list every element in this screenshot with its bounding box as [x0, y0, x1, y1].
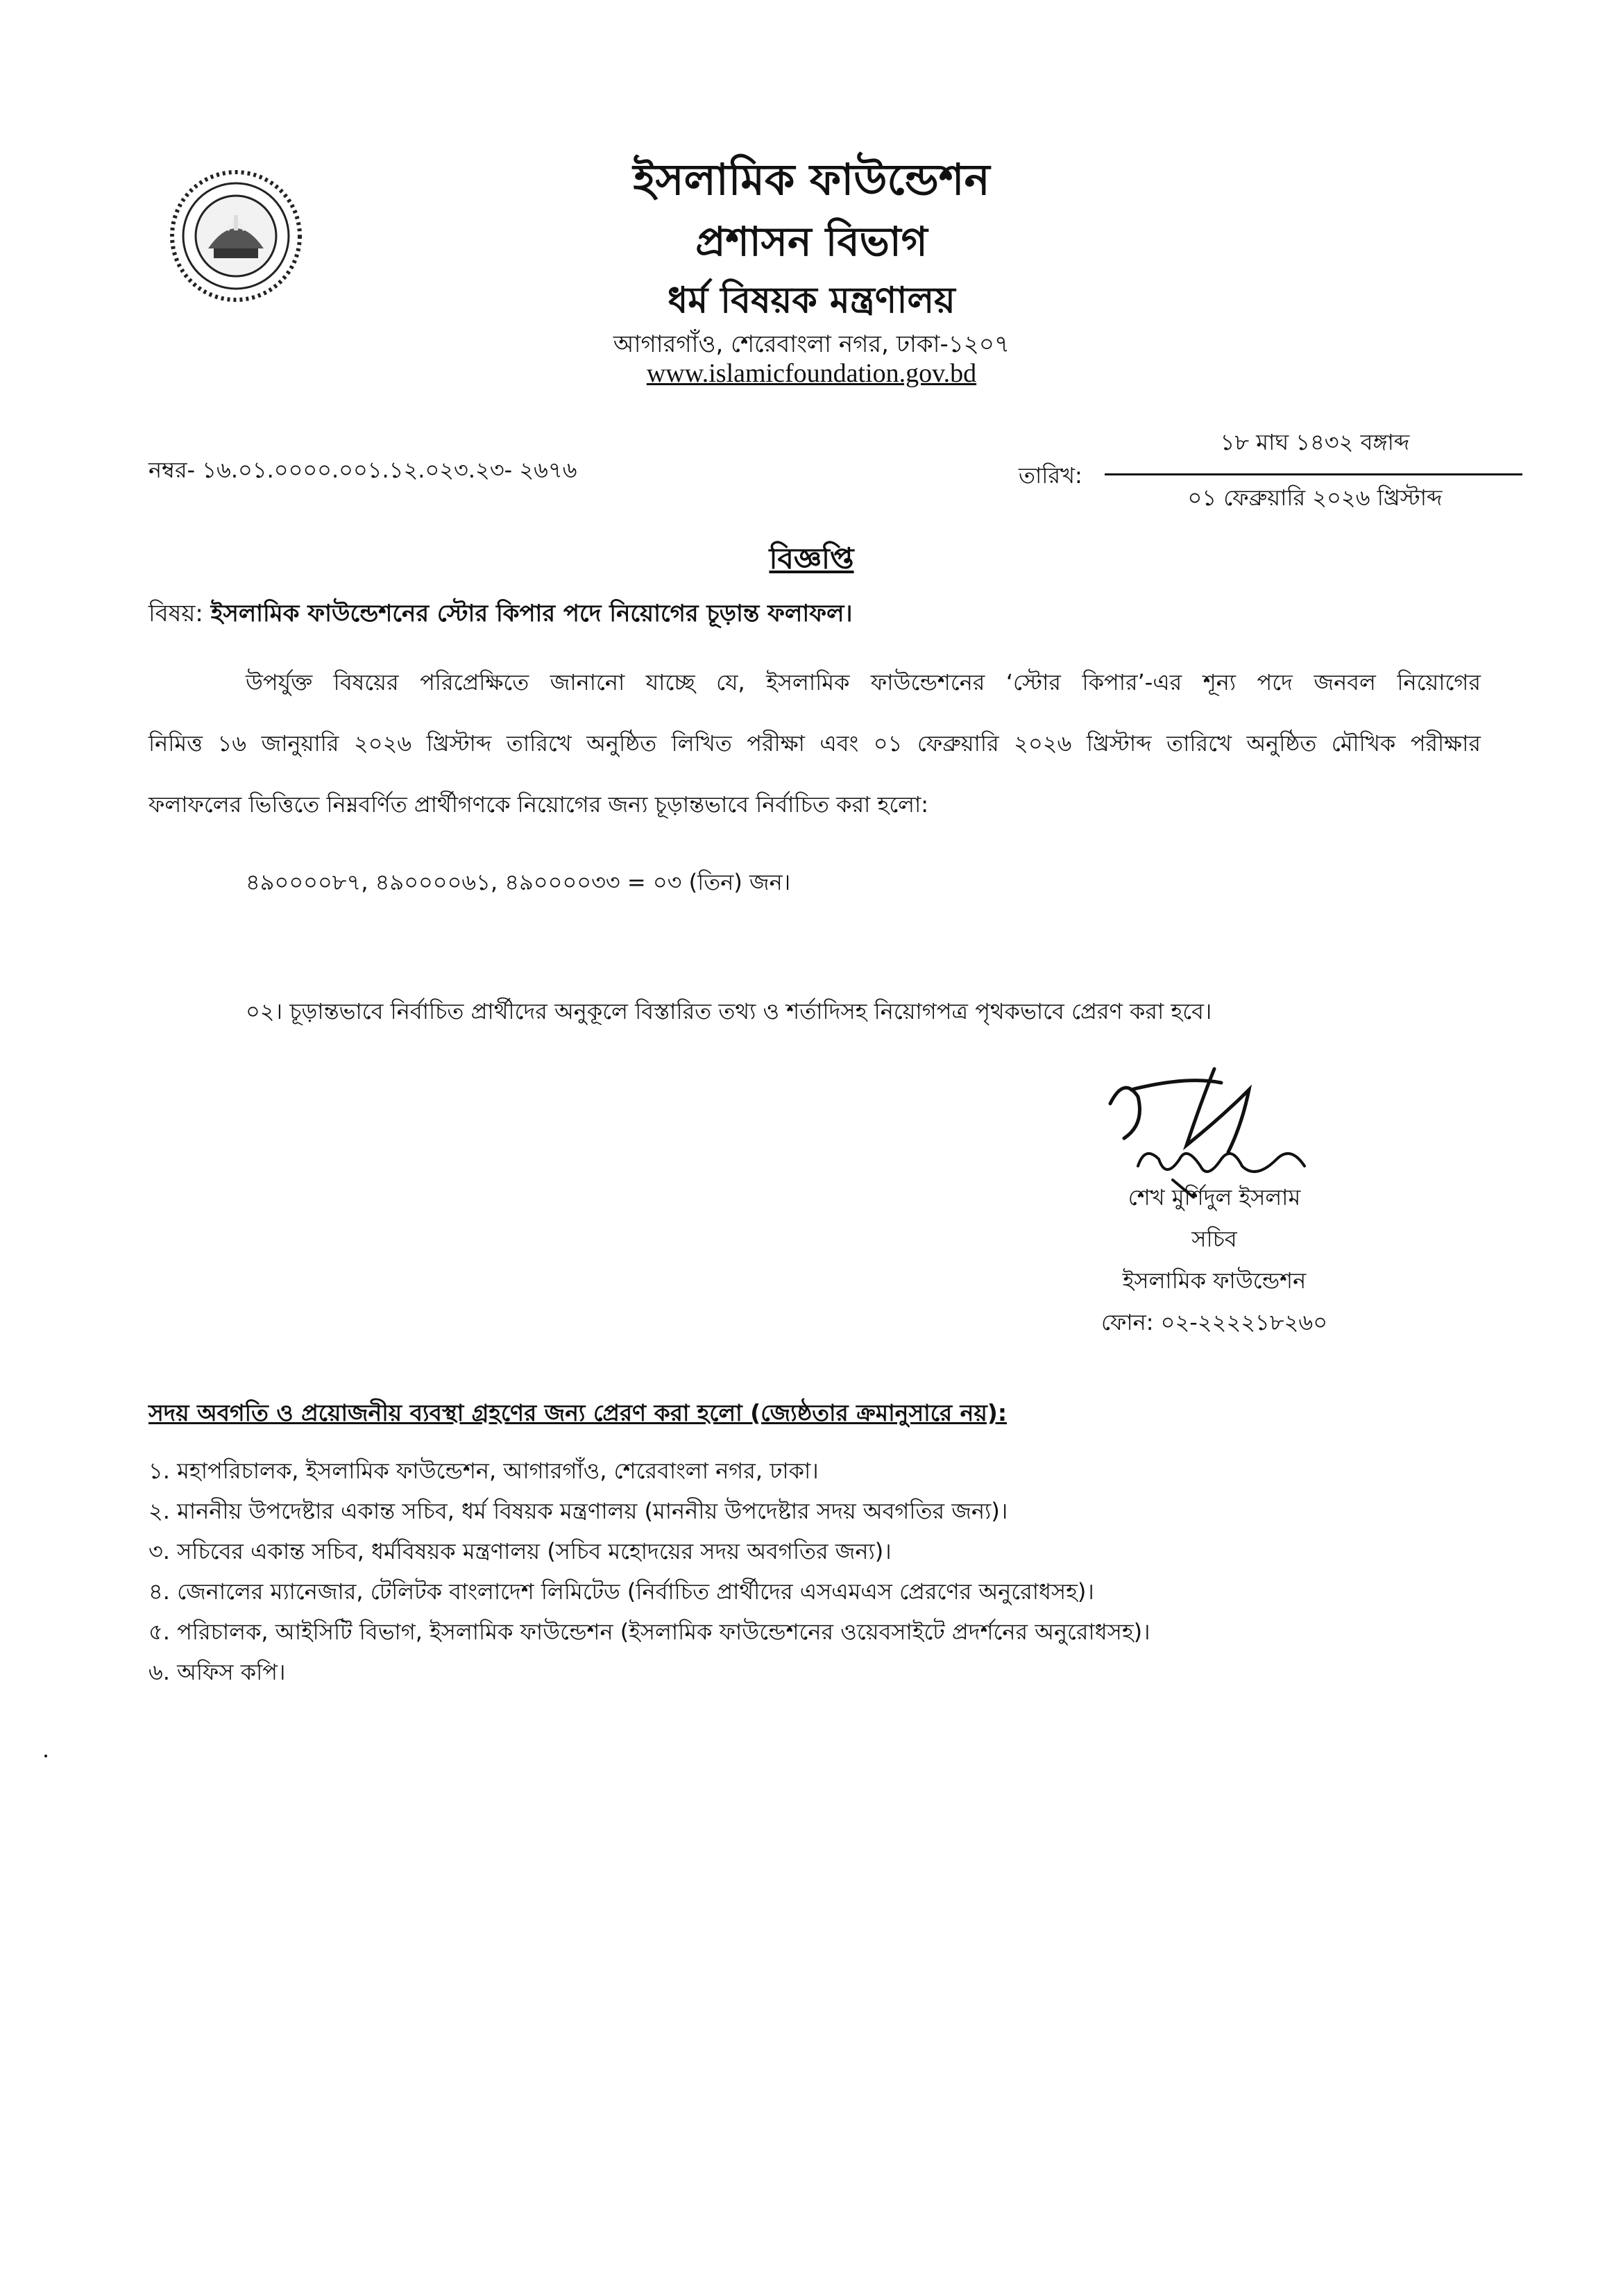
- org-name: ইসলামিক ফাউন্ডেশন: [633, 154, 990, 205]
- paragraph-1-line-1: উপর্যুক্ত বিষয়ের পরিপ্রেক্ষিতে জানানো যাচ্ছে যে, ইসলামিক ফাউন্ডেশনের ‘স্টোর কিপার’-এর শূন্য পদে জনবল নিয়োগের: [246, 669, 1481, 695]
- signatory-phone: ফোন: ০২-২২২২১৮২৬০: [1101, 1309, 1328, 1335]
- signatory-organization: ইসলামিক ফাউন্ডেশন: [1122, 1267, 1307, 1294]
- notice-title: বিজ্ঞপ্তি: [769, 541, 854, 575]
- copies-title: সদয় অবগতি ও প্রয়োজনীয় ব্যবস্থা গ্রহণের জন্য প্রেরণ করা হলো (জ্যেষ্ঠতার ক্রমানুসারে নয়):: [148, 1399, 1008, 1426]
- paragraph-1-line-2: নিমিত্ত ১৬ জানুয়ারি ২০২৬ খ্রিস্টাব্দ তারিখে অনুষ্ঠিত লিখিত পরীক্ষা এবং ০১ ফেব্রুয়ারি ২০২৬ খ্রিস্টাব্দ তারিখে অনুষ্ঠিত মৌখিক পরীক্ষার: [148, 730, 1481, 757]
- copy-item: ৪. জেনালের ম্যানেজার, টেলিটক বাংলাদেশ লিমিটেড (নির্বাচিত প্রার্থীদের এসএমএস প্রেরণের অনুরোধসহ)।: [148, 1578, 1094, 1605]
- copy-item: ৫. পরিচালক, আইসিটি বিভাগ, ইসলামিক ফাউন্ডেশন (ইসলামিক ফাউন্ডেশনের ওয়েবসাইটে প্রদর্শনের অনুরোধসহ)।: [148, 1619, 1150, 1645]
- signatory-designation: সচিব: [1191, 1226, 1237, 1252]
- date-english: ০১ ফেব্রুয়ারি ২০২৬ খ্রিস্টাব্দ: [1187, 484, 1443, 511]
- date-label: তারিখ:: [1019, 462, 1082, 489]
- copy-item: ১. মহাপরিচালক, ইসলামিক ফাউন্ডেশন, আগারগাঁও, শেরেবাংলা নগর, ঢাকা।: [148, 1458, 819, 1484]
- date-divider: [1105, 473, 1522, 475]
- copy-item: ৬. অফিস কপি।: [148, 1659, 286, 1685]
- ministry-name: ধর্ম বিষয়ক মন্ত্রণালয়: [668, 280, 955, 321]
- selected-roll-numbers: ৪৯০০০০৮৭, ৪৯০০০০৬১, ৪৯০০০০৩৩ = ০৩ (তিন) জন।: [246, 869, 791, 895]
- paragraph-1-line-3: ফলাফলের ভিত্তিতে নিম্নবর্ণিত প্রার্থীগণকে নিয়োগের জন্য চূড়ান্তভাবে নির্বাচিত করা হলো:: [148, 791, 929, 818]
- subject-text: ইসলামিক ফাউন্ডেশনের স্টোর কিপার পদে নিয়োগের চূড়ান্ত ফলাফল।: [210, 600, 853, 627]
- date-bangla: ১৮ মাঘ ১৪৩২ বঙ্গাব্দ: [1220, 429, 1410, 455]
- website-link[interactable]: www.islamicfoundation.gov.bd: [646, 359, 977, 388]
- subject-line: [148, 596, 853, 635]
- copy-item: ২. মাননীয় উপদেষ্টার একান্ত সচিব, ধর্ম বিষয়ক মন্ত্রণালয় (মাননীয় উপদেষ্টার সদয় অবগতির জন্য)।: [148, 1498, 1008, 1524]
- copy-item: ৩. সচিবের একান্ত সচিব, ধর্মবিষয়ক মন্ত্রণালয় (সচিব মহোদয়ের সদয় অবগতির জন্য)।: [148, 1538, 892, 1564]
- department-name: প্রশাসন বিভাগ: [695, 218, 928, 265]
- paragraph-2: ০২। চূড়ান্তভাবে নির্বাচিত প্রার্থীদের অনুকূলে বিস্তারিত তথ্য ও শর্তাদিসহ নিয়োগপত্র পৃথকভাবে প্রেরণ করা হবে।: [246, 998, 1212, 1024]
- memo-number: নম্বর- ১৬.০১.০০০০.০০১.১২.০২৩.২৩- ২৬৭৬: [148, 457, 577, 483]
- stray-mark: [44, 1755, 47, 1757]
- signatory-name: শেখ মুর্শিদুল ইসলাম: [1128, 1184, 1301, 1210]
- subject-label: বিষয়:: [148, 600, 203, 627]
- org-address: আগারগাঁও, শেরেবাংলা নগর, ঢাকা-১২০৭: [613, 330, 1010, 358]
